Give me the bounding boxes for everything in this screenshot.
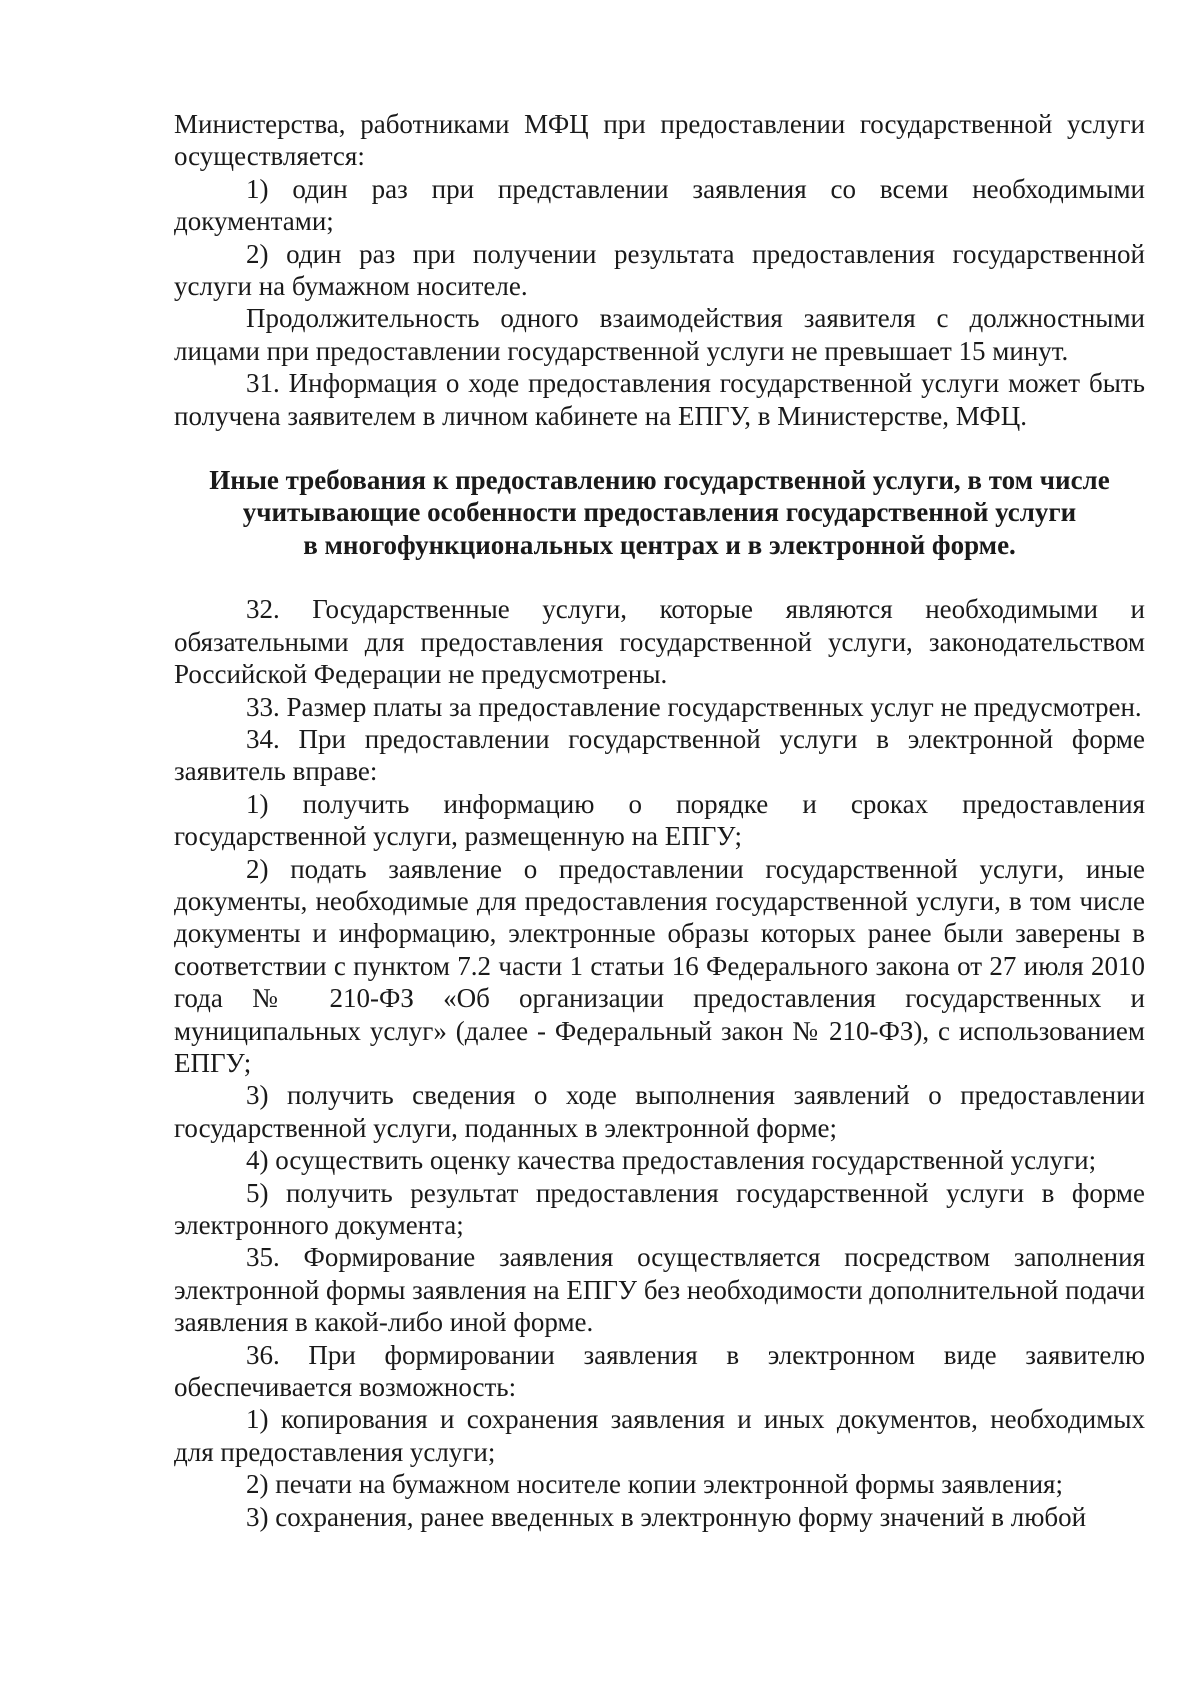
document-page — [174, 108, 1145, 1533]
paragraph-duration: Продолжительность одного взаимодействия заявителя с должностными лицами при предоставлении государственной услуги не превышает 15 минут. — [174, 303, 1145, 366]
section-heading-line-1: Иные требования к предоставлению государственной услуги, в том числе — [209, 465, 1110, 496]
paragraph-36: 36. При формировании заявления в электронном виде заявителю обеспечивается возможность: — [174, 1339, 1145, 1403]
paragraph-36-item-1: 1) копирования и сохранения заявления и иных документов, необходимых для предоставления услуги; — [174, 1404, 1145, 1467]
section-heading-line-2: учитывающие особенности предоставления государственной услуги — [242, 497, 1077, 528]
paragraph-34-item-4: 4) осуществить оценку качества предоставления государственной услуги; — [246, 1145, 1097, 1176]
paragraph-33: 33. Размер платы за предоставление государственных услуг не предусмотрен. — [246, 691, 1142, 722]
paragraph-32: 32. Государственные услуги, которые являются необходимыми и обязательными для предоставления государственной услуги, законодательством Российской Федерации не предусмотрены. — [174, 594, 1145, 690]
paragraph-36-item-2: 2) печати на бумажном носителе копии электронной формы заявления; — [246, 1469, 1063, 1500]
section-heading-line-3: в многофункциональных центрах и в электронной форме. — [303, 529, 1016, 560]
paragraph-34-item-3: 3) получить сведения о ходе выполнения заявлений о предоставлении государственной услуги, поданных в электронной форме; — [174, 1080, 1145, 1143]
paragraph-34-item-2: 2) подать заявление о предоставлении государственной услуги, иные документы, необходимые для предоставления государственной услуги, в том числе документы и информацию, электронные образы которых ранее были заверены в соответствии с пунктом 7.2 части 1 статьи 16 Федерального закона от 27 июля 2010 года № 210-ФЗ «Об организации предоставления государственных и муниципальных услуг» (далее - Федеральный закон № 210-ФЗ), с использованием ЕПГУ; — [174, 853, 1145, 1078]
paragraph-item-2: 2) один раз при получении результата предоставления государственной услуги на бумажном носителе. — [174, 238, 1145, 302]
paragraph-34: 34. При предоставлении государственной услуги в электронной форме заявитель вправе: — [174, 723, 1145, 787]
paragraph-item-1: 1) один раз при представлении заявления со всеми необходимыми документами; — [174, 173, 1145, 237]
paragraph-36-item-3: 3) сохранения, ранее введенных в электронную форму значений в любой — [246, 1501, 1087, 1532]
paragraph-34-item-1: 1) получить информацию о порядке и сроках предоставления государственной услуги, размещенную на ЕПГУ; — [174, 788, 1145, 852]
section-heading — [174, 464, 1145, 561]
paragraph-continuation: Министерства, работниками МФЦ при предоставлении государственной услуги осуществляется: — [174, 109, 1145, 172]
paragraph-31: 31. Информация о ходе предоставления государственной услуги может быть получена заявителем в личном кабинете на ЕПГУ, в Министерстве, МФЦ. — [174, 368, 1145, 431]
section-body — [174, 593, 1145, 1533]
paragraph-34-item-5: 5) получить результат предоставления государственной услуги в форме электронного документа; — [174, 1177, 1145, 1240]
paragraph-35: 35. Формирование заявления осуществляется посредством заполнения электронной формы заявления на ЕПГУ без необходимости дополнительной подачи заявления в какой-либо иной форме. — [174, 1242, 1145, 1338]
